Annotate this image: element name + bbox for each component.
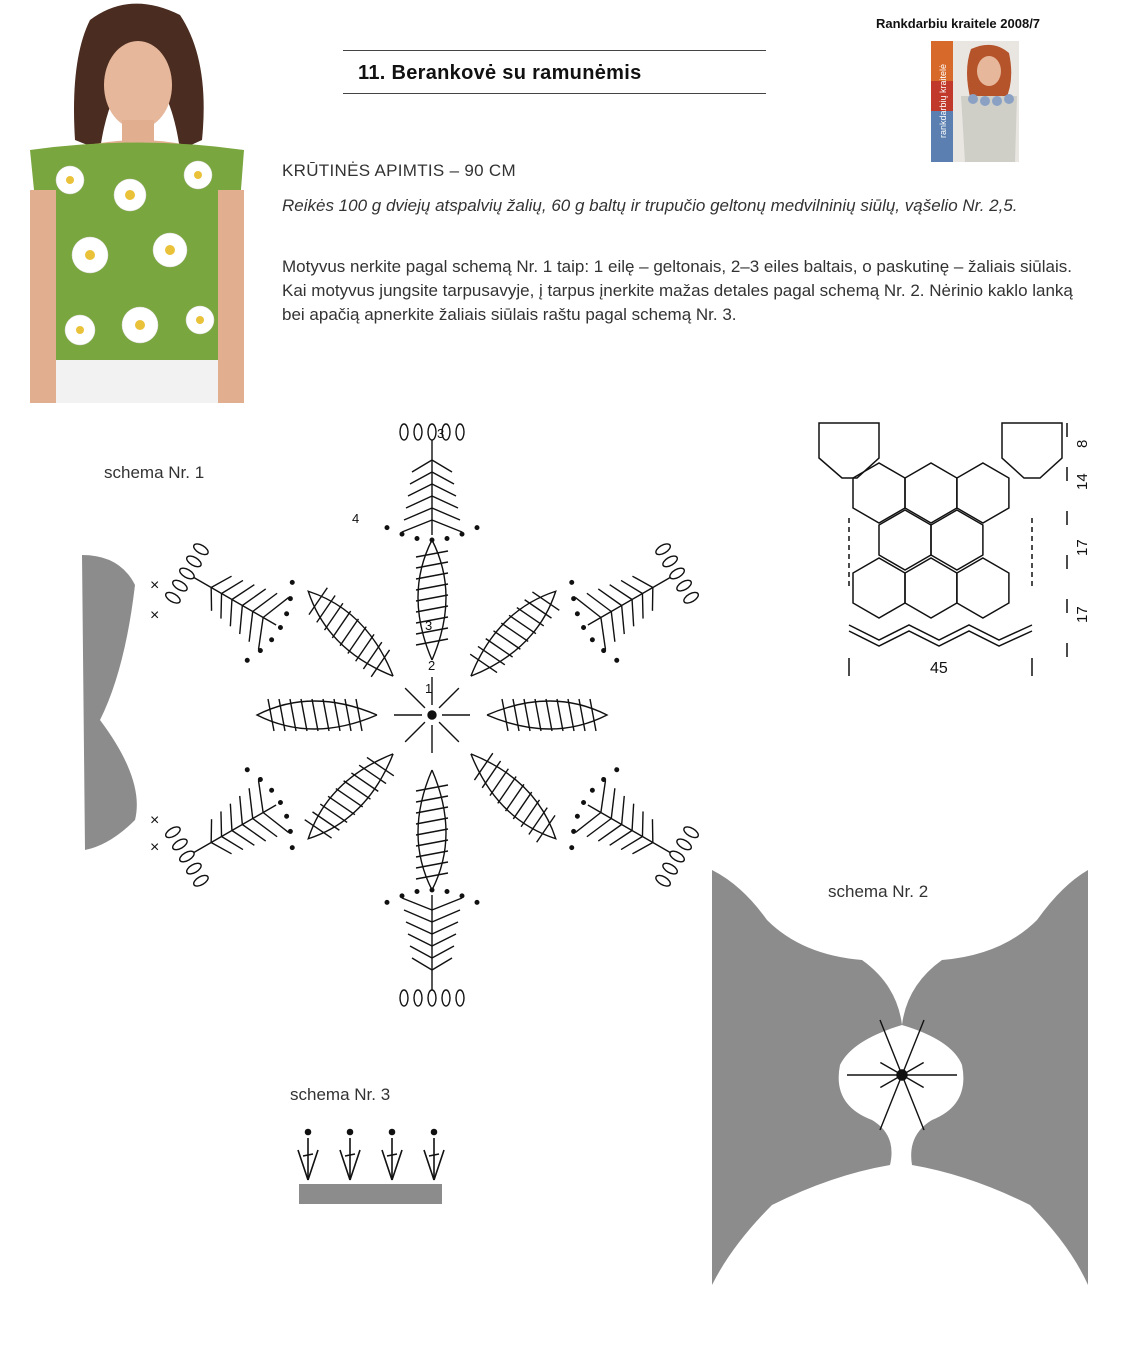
lace-stitch bbox=[404, 508, 432, 520]
chain-dot bbox=[385, 901, 389, 905]
edge-stitch bbox=[424, 1130, 444, 1181]
schema-3-base bbox=[299, 1184, 442, 1204]
petal-stitch bbox=[525, 808, 552, 835]
height-label: 8 bbox=[1074, 439, 1091, 448]
picot bbox=[400, 990, 408, 1006]
petal-stitch bbox=[301, 699, 307, 731]
petal-stitch bbox=[513, 699, 519, 731]
petal-stitch bbox=[279, 699, 285, 731]
schema-1-label: schema Nr. 1 bbox=[104, 463, 205, 482]
petal-stitch bbox=[579, 699, 585, 731]
picot bbox=[414, 424, 422, 440]
petal-stitch bbox=[312, 699, 318, 731]
petal-stitch bbox=[312, 808, 339, 835]
picot bbox=[675, 578, 693, 593]
picot bbox=[661, 554, 679, 569]
bust-measure: KRŪTINĖS APIMTIS – 90 CM bbox=[282, 161, 516, 180]
picot bbox=[675, 837, 693, 852]
petal bbox=[460, 580, 567, 687]
petal-stitch bbox=[525, 595, 552, 622]
petal-stitch bbox=[557, 699, 563, 731]
picot bbox=[428, 990, 436, 1006]
chain-dot bbox=[400, 894, 404, 898]
chain-dot bbox=[601, 777, 606, 782]
picot bbox=[442, 990, 450, 1006]
hexagon bbox=[853, 558, 905, 618]
petal-stitch bbox=[345, 699, 351, 731]
lace-stitch bbox=[432, 922, 458, 934]
petal-outline bbox=[461, 581, 566, 686]
title-rule-bottom bbox=[343, 93, 766, 94]
lace-point bbox=[157, 529, 306, 669]
petal bbox=[297, 743, 404, 850]
schema-2-diagram bbox=[712, 865, 1090, 1290]
chain-dot bbox=[290, 845, 295, 850]
petal-stitch bbox=[323, 699, 329, 731]
lace-stitch bbox=[432, 496, 458, 508]
chain-dot bbox=[269, 637, 274, 642]
chain-dot bbox=[258, 648, 263, 653]
hexagon bbox=[957, 558, 1009, 618]
lace-stitch bbox=[575, 807, 600, 839]
picot bbox=[668, 849, 686, 864]
lace-stitch bbox=[432, 472, 454, 484]
picot bbox=[654, 873, 672, 888]
lace-stitch bbox=[432, 520, 462, 532]
bottom-edge bbox=[849, 625, 1032, 640]
petal-stitch bbox=[478, 761, 505, 788]
petal-stitch bbox=[486, 634, 513, 661]
picot bbox=[178, 566, 196, 581]
chain-dot bbox=[258, 777, 263, 782]
chain-dot bbox=[284, 611, 289, 616]
picot bbox=[400, 424, 408, 440]
petal-stitch bbox=[470, 753, 497, 780]
picot bbox=[164, 825, 182, 840]
center-spoke bbox=[439, 688, 459, 708]
picot bbox=[661, 861, 679, 876]
petal-stitch bbox=[268, 699, 274, 731]
page-title: 11. Berankovė su ramunėmis bbox=[358, 62, 642, 84]
petal-outline bbox=[298, 744, 403, 849]
petal-stitch bbox=[359, 761, 386, 788]
lace-stitch bbox=[412, 958, 432, 970]
petal-stitch bbox=[590, 699, 596, 731]
petal-stitch bbox=[367, 650, 394, 677]
petal-stitch bbox=[535, 699, 541, 731]
lace-stitch bbox=[432, 934, 456, 946]
chain-dot bbox=[445, 890, 449, 894]
chain-dot bbox=[290, 580, 295, 585]
edge-stitch bbox=[382, 1130, 402, 1181]
picot bbox=[456, 990, 464, 1006]
chain-dot bbox=[590, 637, 595, 642]
chain-dot bbox=[445, 537, 449, 541]
petal-stitch bbox=[416, 840, 448, 846]
chain-dot bbox=[400, 532, 404, 536]
lace-point bbox=[385, 424, 479, 542]
lace-stitch bbox=[432, 508, 460, 520]
chain-dot bbox=[245, 767, 250, 772]
picot bbox=[185, 861, 203, 876]
row-number: 3 bbox=[425, 618, 433, 633]
petal-stitch bbox=[416, 862, 448, 868]
schema-2-left-shape bbox=[712, 870, 902, 1285]
chain-dot bbox=[569, 580, 574, 585]
magazine-cover bbox=[931, 41, 1019, 162]
height-label: 17 bbox=[1074, 539, 1091, 556]
picot bbox=[668, 566, 686, 581]
petal-stitch bbox=[416, 562, 448, 568]
picot bbox=[654, 542, 672, 557]
picot bbox=[171, 837, 189, 852]
schema-1-diagram bbox=[70, 420, 700, 1020]
chain-dot bbox=[575, 814, 580, 819]
petal-outline bbox=[461, 744, 566, 849]
petal-stitch bbox=[320, 800, 347, 827]
chain-dot bbox=[475, 526, 479, 530]
edge-mark: × bbox=[150, 812, 160, 829]
petal-stitch bbox=[320, 603, 347, 630]
petal-stitch bbox=[359, 642, 386, 669]
lace-stitch bbox=[432, 484, 456, 496]
lace-stitch bbox=[406, 922, 432, 934]
petal-outline bbox=[298, 581, 403, 686]
chain-dot bbox=[614, 767, 619, 772]
lace-stitch bbox=[432, 946, 454, 958]
petal-stitch bbox=[416, 595, 448, 601]
schema-3-diagram bbox=[296, 1128, 446, 1208]
center-spoke bbox=[405, 688, 425, 708]
lace-stitch bbox=[406, 496, 432, 508]
center-spoke bbox=[439, 722, 459, 742]
edge-stitch bbox=[340, 1130, 360, 1181]
chain-dot bbox=[385, 526, 389, 530]
lace-stitch bbox=[408, 934, 432, 946]
lace-point bbox=[559, 529, 700, 669]
picot bbox=[192, 542, 210, 557]
petal-stitch bbox=[416, 639, 448, 645]
lace-stitch bbox=[432, 910, 460, 922]
schema-2-right-shape bbox=[902, 870, 1088, 1285]
title-rule-top bbox=[343, 50, 766, 51]
chain-dot bbox=[284, 814, 289, 819]
model-photo bbox=[30, 0, 244, 403]
lace-stitch bbox=[432, 898, 462, 910]
hexagon bbox=[905, 558, 957, 618]
row-number: 1 bbox=[425, 681, 433, 696]
petal bbox=[297, 580, 404, 687]
petal-row-marker: 3 bbox=[437, 426, 445, 441]
petal-stitch bbox=[356, 699, 362, 731]
chain-dot bbox=[278, 625, 283, 630]
chain-dot bbox=[415, 537, 419, 541]
petal-stitch bbox=[546, 699, 552, 731]
picot bbox=[682, 590, 700, 605]
chain-dot bbox=[288, 596, 293, 601]
petal-stitch bbox=[517, 800, 544, 827]
chain-dot bbox=[475, 901, 479, 905]
edge-stitch bbox=[298, 1130, 318, 1181]
petal bbox=[416, 540, 448, 660]
petal-stitch bbox=[470, 650, 497, 677]
petal-stitch bbox=[416, 606, 448, 612]
petal-stitch bbox=[517, 603, 544, 630]
chain-dot bbox=[571, 829, 576, 834]
petal-stitch bbox=[416, 584, 448, 590]
picot bbox=[414, 990, 422, 1006]
lace-stitch bbox=[404, 910, 432, 922]
petal bbox=[416, 770, 448, 890]
picot bbox=[164, 590, 182, 605]
petal-stitch bbox=[486, 769, 513, 796]
hexagon-grid bbox=[853, 463, 1009, 618]
lace-stitch bbox=[263, 807, 288, 839]
picot bbox=[192, 873, 210, 888]
picot bbox=[456, 424, 464, 440]
lace-point bbox=[559, 761, 700, 901]
height-label: 14 bbox=[1074, 473, 1091, 490]
chain-dot bbox=[430, 538, 434, 542]
lace-point bbox=[157, 761, 306, 901]
lace-stitch bbox=[410, 472, 432, 484]
picot bbox=[682, 825, 700, 840]
chain-dot bbox=[571, 596, 576, 601]
lace-stitch bbox=[402, 520, 432, 532]
petal bbox=[460, 743, 567, 850]
height-label: 17 bbox=[1074, 606, 1091, 623]
chain-dot bbox=[575, 611, 580, 616]
lace-stitch bbox=[408, 484, 432, 496]
width-label: 45 bbox=[930, 660, 948, 677]
chain-dot bbox=[460, 532, 464, 536]
schema-2-label: schema Nr. 2 bbox=[828, 882, 929, 901]
petal-stitch bbox=[416, 785, 448, 791]
chain-dot bbox=[278, 800, 283, 805]
lace-stitch bbox=[410, 946, 432, 958]
source-caption: Rankdarbiu kraitele 2008/7 bbox=[876, 16, 1041, 31]
petal-stitch bbox=[478, 642, 505, 669]
lace-stitch bbox=[263, 592, 288, 624]
top-tab-right bbox=[1002, 423, 1062, 478]
materials-text: Reikės 100 g dviejų atspalvių žalių, 60 g baltų ir trupučio geltonų medvilninių siūlų, vąšelio Nr. 2,5. bbox=[282, 196, 1018, 215]
chain-dot bbox=[245, 658, 250, 663]
chain-dot bbox=[430, 888, 434, 892]
petal-stitch bbox=[351, 769, 378, 796]
motif-center bbox=[428, 711, 436, 719]
edge-mark: × bbox=[150, 577, 160, 594]
petal-stitch bbox=[502, 699, 508, 731]
edge-mark: × bbox=[150, 607, 160, 624]
petal bbox=[257, 699, 377, 731]
lace-stitch bbox=[575, 592, 600, 624]
lace-stitch bbox=[402, 898, 432, 910]
lace-stitch bbox=[432, 958, 452, 970]
petal-stitch bbox=[416, 796, 448, 802]
petal-stitch bbox=[416, 829, 448, 835]
chain-dot bbox=[601, 648, 606, 653]
lace-point bbox=[385, 888, 479, 1006]
chain-dot bbox=[269, 788, 274, 793]
chain-dot bbox=[460, 894, 464, 898]
schema-3-label: schema Nr. 3 bbox=[290, 1085, 391, 1104]
picot bbox=[185, 554, 203, 569]
petal bbox=[487, 699, 607, 731]
layout-diagram bbox=[812, 418, 1112, 688]
chain-dot bbox=[581, 800, 586, 805]
petal-stitch bbox=[312, 595, 339, 622]
chain-dot bbox=[288, 829, 293, 834]
top-tab-left bbox=[819, 423, 879, 478]
picot bbox=[171, 578, 189, 593]
instructions-text: Motyvus nerkite pagal schemą Nr. 1 taip: 1 eilę – geltonais, 2–3 eiles baltais, o paskutinę – žaliais siūlais. Kai motyvus jungsite tarpusavyje, į tarpus įnerkite mažas detales pagal schemą Nr. 2. Nėrinio kaklo lanką bei apačią apnerkite žaliais siūlais raštu pagal schemą Nr. 3. bbox=[282, 257, 1073, 324]
row-number: 2 bbox=[428, 658, 436, 673]
petal-stitch bbox=[367, 753, 394, 780]
petal-stitch bbox=[351, 634, 378, 661]
cover-spine-text: rankdarbių kraitelė bbox=[938, 63, 948, 139]
petal-stitch bbox=[416, 551, 448, 557]
schema-1-edge-shape bbox=[82, 555, 137, 850]
schema-3-stitches bbox=[298, 1130, 444, 1181]
motif-chart bbox=[157, 424, 700, 1006]
edge-mark: × bbox=[150, 839, 160, 856]
chain-dot bbox=[415, 890, 419, 894]
chain-dot bbox=[581, 625, 586, 630]
center-spoke bbox=[405, 722, 425, 742]
petal-stitch bbox=[416, 818, 448, 824]
picot bbox=[178, 849, 196, 864]
picot bbox=[428, 424, 436, 440]
chain-dot bbox=[614, 658, 619, 663]
chain-dot bbox=[569, 845, 574, 850]
lace-stitch bbox=[432, 460, 452, 472]
petal-stitch bbox=[416, 873, 448, 879]
lace-stitch bbox=[412, 460, 432, 472]
inner-row-marker: 4 bbox=[352, 511, 360, 526]
chain-dot bbox=[590, 788, 595, 793]
